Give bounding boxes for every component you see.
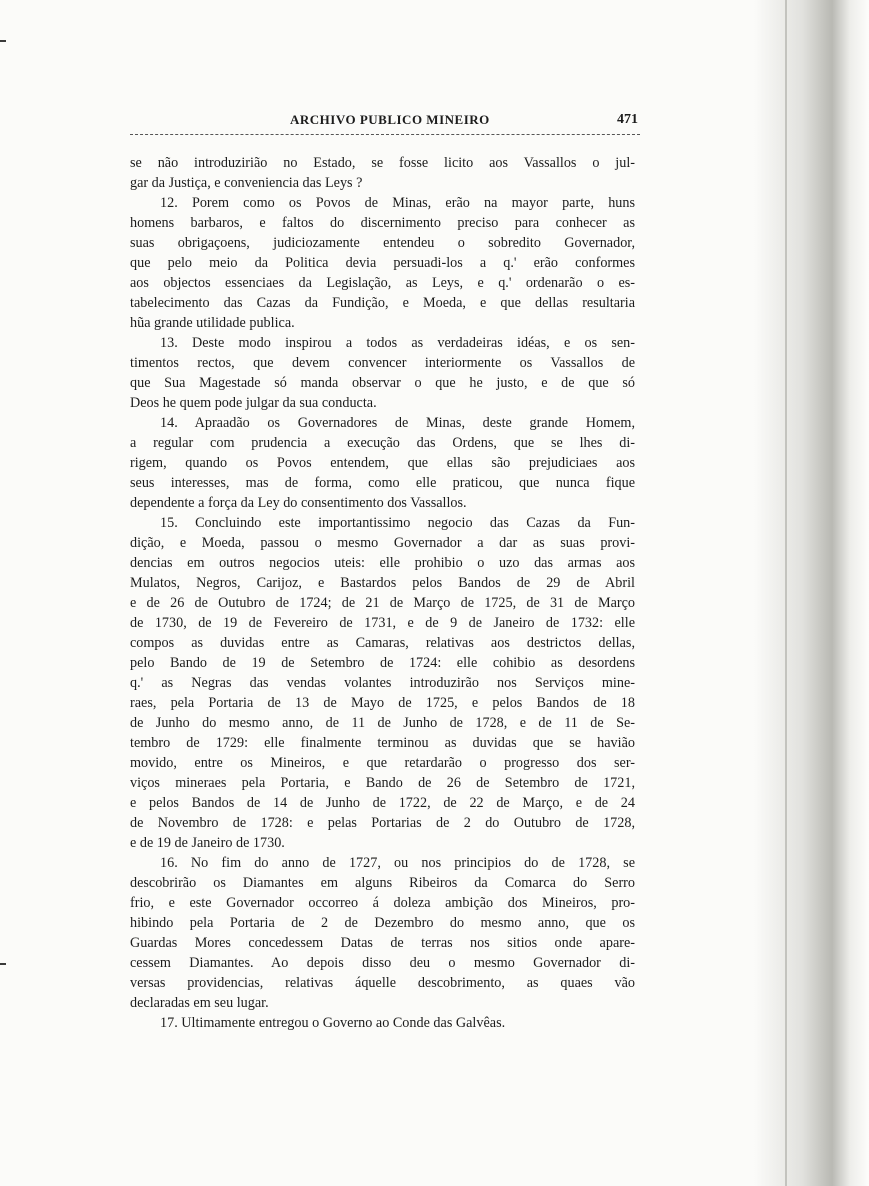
text-line: versas providencias, relativas áquelle descobrimento, as quaes vão (130, 975, 635, 991)
paragraph (130, 1013, 635, 1033)
header-rule (130, 134, 640, 135)
text-line: 17. Ultimamente entregou o Governo ao Conde das Galvêas. (160, 1015, 506, 1031)
running-title: ARCHIVO PUBLICO MINEIRO (290, 112, 490, 127)
paragraph (130, 193, 635, 333)
text-line: 15. Concluindo este importantissimo negocio das Cazas da Fun- (160, 515, 635, 531)
text-line: de Junho do mesmo anno, de 11 de Junho de 1728, e de 11 de Se- (130, 715, 635, 731)
running-header (130, 112, 640, 132)
text-line: rigem, quando os Povos entendem, que ellas são prejudiciaes aos (130, 455, 635, 471)
text-line: pelo Bando de 19 de Setembro de 1724: elle cohibio as desordens (130, 655, 635, 671)
text-line: Guardas Mores concedessem Datas de terras nos sitios onde apare- (130, 935, 635, 951)
text-line: tembro de 1729: elle finalmente terminou as duvidas que se havião (130, 735, 635, 751)
text-line: hibindo pela Portaria de 2 de Dezembro do mesmo anno, que os (130, 915, 635, 931)
text-line: Mulatos, Negros, Carijoz, e Bastardos pelos Bandos de 29 de Abril (130, 575, 635, 591)
text-line: raes, pela Portaria de 13 de Mayo de 1725, e pelos Bandos de 18 (130, 695, 635, 711)
paragraph (130, 413, 635, 513)
text-line: Deos he quem pode julgar da sua conducta. (130, 395, 377, 411)
text-line: gar da Justiça, e conveniencia das Leys ? (130, 175, 363, 191)
text-line: e pelos Bandos de 14 de Junho de 1722, de 22 de Março, e de 24 (130, 795, 635, 811)
text-line: hũa grande utilidade publica. (130, 315, 295, 331)
text-line: viços mineraes pela Portaria, e Bando de 26 de Setembro de 1721, (130, 775, 635, 791)
text-line: que pelo meio da Politica devia persuadi-los a q.' erão conformes (130, 255, 635, 271)
text-line: seus interesses, mas de forma, como elle praticou, que nunca fique (130, 475, 635, 491)
text-line: de Novembro de 1728: e pelas Portarias de 2 do Outubro de 1728, (130, 815, 635, 831)
text-line: a regular com prudencia a execução das Ordens, que se lhes di- (130, 435, 635, 451)
page-binding-shadow (754, 0, 869, 1186)
text-line: dição, e Moeda, passou o mesmo Governador a dar as suas provi- (130, 535, 635, 551)
paragraph (130, 513, 635, 853)
text-line: que Sua Magestade só manda observar o que he justo, e de que só (130, 375, 635, 391)
text-line: cessem Diamantes. Ao depois disso deu o mesmo Governador di- (130, 955, 635, 971)
page-number: 471 (617, 112, 638, 127)
text-line: 12. Porem como os Povos de Minas, erão na mayor parte, huns (160, 195, 635, 211)
text-line: declaradas em seu lugar. (130, 995, 269, 1011)
text-line: movido, entre os Mineiros, e que retardarão o progresso dos ser- (130, 755, 635, 771)
text-line: timentos rectos, que devem convencer interiormente os Vassallos de (130, 355, 635, 371)
text-line: de 1730, de 19 de Fevereiro de 1731, e de 9 de Janeiro de 1732: elle (130, 615, 635, 631)
paragraph (130, 153, 635, 193)
text-line: dencias em outros negocios uteis: elle prohibio o uzo das armas aos (130, 555, 635, 571)
text-line: suas obrigaçoens, judiciozamente entendeu o sobredito Governador, (130, 235, 635, 251)
text-line: tabelecimento das Cazas da Fundição, e Moeda, e que dellas resultaria (130, 295, 635, 311)
binding-fold-line (785, 0, 787, 1186)
scan-edge-mark (0, 963, 6, 965)
text-line: frio, e este Governador occorreo á doleza ambição dos Mineiros, pro- (130, 895, 635, 911)
body-text (130, 153, 635, 1033)
text-line: 16. No fim do anno de 1727, ou nos principios do de 1728, se (160, 855, 635, 871)
text-line: aos objectos essenciaes da Legislação, as Leys, e q.' ordenarão o es- (130, 275, 635, 291)
text-line: q.' as Negras das vendas volantes introduzirão nos Serviços mine- (130, 675, 635, 691)
text-line: se não introduzirião no Estado, se fosse licito aos Vassallos o jul- (130, 155, 635, 171)
text-line: dependente a força da Ley do consentimento dos Vassallos. (130, 495, 467, 511)
paragraph (130, 853, 635, 1013)
text-line: homens barbaros, e faltos do discernimento preciso para conhecer as (130, 215, 635, 231)
text-line: compos as duvidas entre as Camaras, relativas aos destrictos dellas, (130, 635, 635, 651)
text-line: e de 19 de Janeiro de 1730. (130, 835, 285, 851)
text-line: 13. Deste modo inspirou a todos as verdadeiras idéas, e os sen- (160, 335, 635, 351)
paragraph (130, 333, 635, 413)
text-line: e de 26 de Outubro de 1724; de 21 de Março de 1725, de 31 de Março (130, 595, 635, 611)
scan-edge-mark (0, 40, 6, 42)
text-line: descobrirão os Diamantes em alguns Ribeiros da Comarca do Serro (130, 875, 635, 891)
text-line: 14. Apraadão os Governadores de Minas, deste grande Homem, (160, 415, 635, 431)
